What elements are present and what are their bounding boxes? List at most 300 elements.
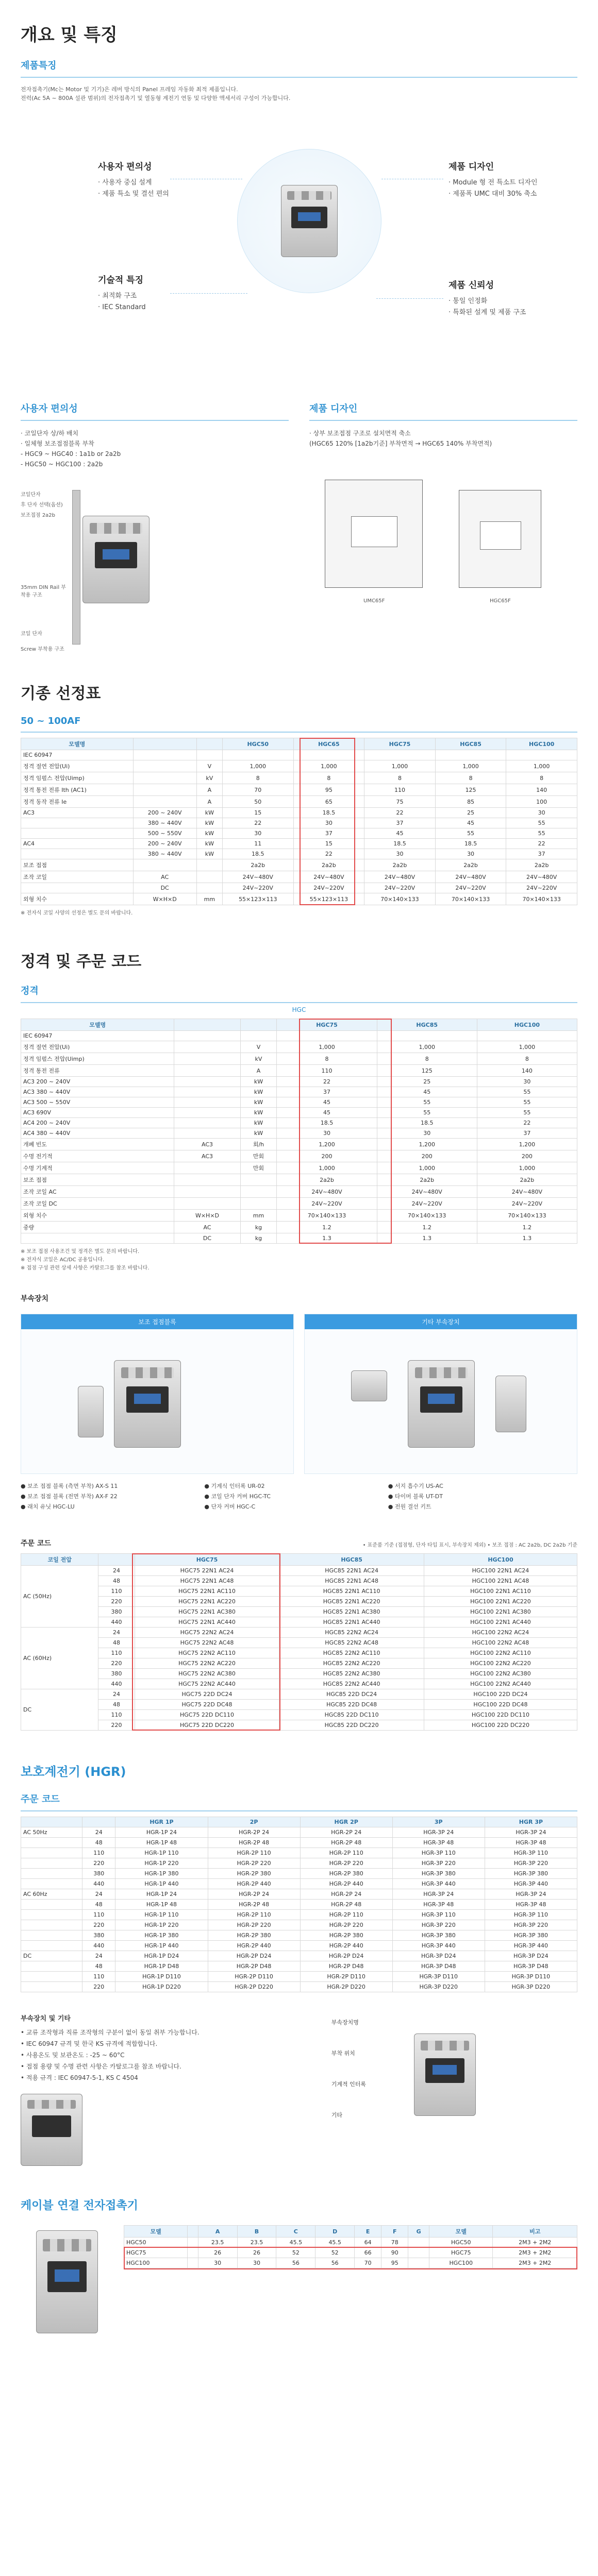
table-header-cell: HGC75	[135, 1554, 279, 1566]
table-cell: HGR-3P 48	[392, 1838, 485, 1848]
table-header-cell: HGC75	[364, 738, 436, 750]
table-row	[21, 1658, 577, 1669]
table-cell: 정격 통전 전류 Ith (AC1)	[21, 784, 134, 796]
table-cell: 30	[222, 828, 293, 839]
feature-item: · 제품폭 UMC 대비 30% 축소	[448, 189, 598, 200]
table-cell: 11	[222, 839, 293, 849]
table-cell: HGC50	[124, 2238, 188, 2248]
table-cell: HGR-3P 380	[392, 1930, 485, 1941]
table-cell: HGC75 22N1 AC220	[135, 1597, 279, 1607]
table-cell: 50	[222, 796, 293, 808]
table-cell: HGR-2P 110	[300, 1848, 392, 1858]
table-cell: 22	[364, 808, 436, 818]
table-cell: HGR-2P 110	[300, 1910, 392, 1920]
table-cell: 48	[98, 1700, 135, 1710]
table-cell: 37	[477, 1128, 577, 1139]
contactor-image	[82, 516, 150, 603]
table-cell: 380 ~ 440V	[133, 818, 196, 828]
table-cell: 70×140×133	[364, 893, 436, 905]
table-cell	[188, 2238, 198, 2248]
table-cell: HGR-3P 24	[485, 1889, 577, 1900]
table-cell: HGR-2P D110	[208, 1972, 300, 1982]
table-cell: 2M3 + 2M2	[493, 2238, 577, 2248]
table-row	[21, 1982, 577, 1992]
table-cell: HGR-1P 380	[115, 1869, 208, 1879]
table-cell: 18.5	[222, 849, 293, 859]
selection-table-wrap	[21, 738, 577, 905]
table-cell: 45.5	[276, 2238, 315, 2248]
table-cell: 2a2b	[277, 1174, 377, 1186]
table-cell: 25	[377, 1077, 477, 1087]
special-item: • 사용온도 및 보관온도 : -25 ~ 60°C	[21, 2052, 125, 2059]
table-row	[21, 1097, 577, 1108]
table-cell: 24V~480V	[222, 871, 293, 883]
table-cell: HGR-3P 380	[485, 1869, 577, 1879]
table-cell: 22	[506, 839, 577, 849]
table-cell: 70×140×133	[435, 893, 506, 905]
table-row	[21, 839, 577, 849]
intro-line: 전자접촉기(Mc는 Motor 및 기기)은 레버 방식의 Panel 프레임 자동화 최적 제품입니다.	[21, 86, 238, 93]
table-cell	[21, 1961, 82, 1972]
table-cell: HGR-3P 440	[392, 1941, 485, 1951]
table-cell: 2a2b	[477, 1174, 577, 1186]
relay-special	[21, 2013, 577, 2166]
cable-title: 케이블 연결 전자접촉기	[21, 2199, 138, 2212]
table-header-cell: A	[198, 2226, 237, 2238]
table-cell	[21, 1941, 82, 1951]
table-cell: kW	[240, 1087, 277, 1097]
table-cell: HGC75 22N1 AC24	[135, 1566, 279, 1576]
order-title: 주문 코드	[21, 1539, 51, 1548]
table-cell: HGR-2P 440	[300, 1941, 392, 1951]
table-cell: 70	[222, 784, 293, 796]
table-row	[21, 1879, 577, 1889]
table-cell: 24	[98, 1689, 135, 1700]
table-cell: HGC50	[429, 2238, 493, 2248]
order-table	[21, 1553, 577, 1731]
table-cell	[408, 2258, 429, 2268]
table-cell: 500 ~ 550V	[133, 828, 196, 839]
table-cell: HGC100 22D DC48	[424, 1700, 577, 1710]
table-cell: 55	[435, 828, 506, 839]
table-cell: 55	[506, 828, 577, 839]
table-cell: HGC75	[124, 2248, 188, 2258]
accessory-item: ● 전원 결선 키트	[388, 1502, 572, 1512]
table-cell: AC3 690V	[21, 1108, 174, 1118]
table-cell	[240, 1174, 277, 1186]
table-row	[21, 1910, 577, 1920]
table-cell: 8	[222, 772, 293, 784]
table-cell: 2a2b	[377, 1174, 477, 1186]
table-cell: HGR-2P 220	[300, 1858, 392, 1869]
table-cell: HGC85 22D DC24	[279, 1689, 424, 1700]
accessory-panel-caption: 보조 접점블록	[21, 1314, 293, 1329]
table-cell: 125	[435, 784, 506, 796]
feature-item: · 제품 특소 및 결선 편의	[98, 189, 253, 200]
table-cell: kW	[196, 849, 222, 859]
table-cell: 56	[276, 2258, 315, 2268]
table-header-cell: 모델명	[21, 1019, 174, 1031]
table-cell: HGR-3P D110	[485, 1972, 577, 1982]
table-cell: W×H×D	[174, 1210, 240, 1222]
table-cell: HGC100 22N1 AC380	[424, 1607, 577, 1617]
table-cell: 24V~220V	[435, 883, 506, 893]
table-cell: HGC75 22D DC48	[135, 1700, 279, 1710]
table-cell: HGC75 22N1 AC48	[135, 1576, 279, 1586]
table-cell: 22	[277, 1077, 377, 1087]
table-cell: HGR-1P 440	[115, 1879, 208, 1889]
table-cell: 380	[82, 1930, 115, 1941]
table-cell: HGR-2P D24	[300, 1951, 392, 1961]
accessory-list	[21, 1481, 577, 1512]
table-cell: 외형 치수	[21, 893, 134, 905]
table-cell: 24	[82, 1827, 115, 1838]
table-cell: 8	[293, 772, 364, 784]
group-label-cell: AC (50Hz)	[21, 1566, 98, 1628]
table-cell: HGC100 22N1 AC220	[424, 1597, 577, 1607]
table-cell: HGR-1P 24	[115, 1889, 208, 1900]
table-header-cell	[174, 1019, 240, 1031]
special-item: • 교류 조작형과 직류 조작형의 구분이 없이 동일 취부 가능합니다.	[21, 2029, 200, 2036]
special-item: • 접점 용량 및 수명 관련 사항은 카탈로그를 참조 바랍니다.	[21, 2063, 181, 2070]
table-cell: 45	[364, 828, 436, 839]
table-cell: 110	[82, 1848, 115, 1858]
ratings-table-wrap	[21, 1019, 577, 1244]
table-cell: 200 ~ 240V	[133, 839, 196, 849]
usability-label: Screw 부착용 구조	[21, 647, 64, 652]
table-cell: 30	[293, 818, 364, 828]
table-cell: HGC75	[429, 2248, 493, 2258]
table-cell: 55	[377, 1097, 477, 1108]
table-cell: HGC100 22N2 AC24	[424, 1628, 577, 1638]
table-cell: HGR-3P 380	[485, 1930, 577, 1941]
accessory-panel	[304, 1314, 577, 1474]
table-cell: HGR-3P 220	[392, 1920, 485, 1930]
ratings-footnote: ※ 보조 접점 사용조건 및 정격은 별도 문의 바랍니다.	[21, 1249, 140, 1255]
table-cell: 보조 접점	[21, 859, 134, 871]
table-cell	[277, 1031, 377, 1041]
table-cell: 15	[222, 808, 293, 818]
table-cell: HGR-2P 220	[208, 1858, 300, 1869]
special-item: • IEC 60947 규격 및 한국 KS 규격에 적합합니다.	[21, 2040, 158, 2047]
table-header-cell	[240, 1019, 277, 1031]
table-cell: HGC85 22N2 AC380	[279, 1669, 424, 1679]
table-cell: 440	[82, 1941, 115, 1951]
table-cell: 55	[477, 1087, 577, 1097]
table-cell: HGR-1P 220	[115, 1858, 208, 1869]
table-row	[21, 1679, 577, 1689]
table-cell: 18.5	[377, 1118, 477, 1128]
table-cell: HGR-2P 380	[208, 1930, 300, 1941]
table-cell	[174, 1065, 240, 1077]
table-cell: HGR-2P 380	[300, 1930, 392, 1941]
side-label: 부착 위치	[331, 2050, 355, 2057]
table-cell: HGR-1P D48	[115, 1961, 208, 1972]
table-cell: 중량	[21, 1222, 174, 1233]
table-cell: AC3	[21, 808, 134, 818]
table-row	[21, 760, 577, 772]
table-cell: 24V~480V	[477, 1186, 577, 1198]
table-cell: HGC75 22N2 AC48	[135, 1638, 279, 1648]
table-cell: AC3	[174, 1139, 240, 1150]
table-cell: 66	[355, 2248, 381, 2258]
usability-section	[21, 401, 289, 665]
table-cell: A	[240, 1065, 277, 1077]
table-row	[21, 784, 577, 796]
group-label-cell: DC	[21, 1689, 98, 1731]
table-cell: 30	[237, 2258, 276, 2268]
table-cell: HGR-3P D24	[392, 1951, 485, 1961]
table-cell: 2a2b	[506, 859, 577, 871]
table-cell: HGC85 22N2 AC440	[279, 1679, 424, 1689]
table-cell: 55×123×113	[222, 893, 293, 905]
accessory-item: ● 단자 커버 HGC-C	[204, 1502, 388, 1512]
table-cell: 55	[477, 1108, 577, 1118]
table-cell	[21, 1982, 82, 1992]
table-cell: HGC75 22N2 AC110	[135, 1648, 279, 1658]
table-cell: HGC75 22D DC110	[135, 1710, 279, 1720]
table-cell: HGR-3P D220	[392, 1982, 485, 1992]
table-cell: 24V~480V	[377, 1186, 477, 1198]
table-cell: HGR-3P D48	[485, 1961, 577, 1972]
table-row	[21, 1961, 577, 1972]
usability-label: 코일 단자	[21, 631, 42, 637]
table-cell: 45	[377, 1087, 477, 1097]
table-cell: 200	[377, 1150, 477, 1162]
table-header-cell: 모델명	[21, 738, 134, 750]
table-cell: HGR-2P 24	[300, 1889, 392, 1900]
table-header-cell: 2P	[208, 1817, 300, 1827]
table-cell: 정격 임펄스 전압(Uimp)	[21, 1053, 174, 1065]
table-cell: HGR-2P 440	[208, 1879, 300, 1889]
table-cell	[477, 1031, 577, 1041]
table-cell: HGR-2P 440	[208, 1941, 300, 1951]
table-cell: 22	[477, 1118, 577, 1128]
table-cell: 70×140×133	[506, 893, 577, 905]
table-cell: 24V~220V	[293, 883, 364, 893]
table-cell: AC3 500 ~ 550V	[21, 1097, 174, 1108]
usability-item: - HGC50 ~ HGC100 : 2a2b	[21, 461, 103, 468]
table-cell: V	[240, 1041, 277, 1053]
table-cell: 55×123×113	[293, 893, 364, 905]
table-cell: HGC85 22N1 AC24	[279, 1566, 424, 1576]
table-cell: HGR-2P 440	[300, 1879, 392, 1889]
table-cell: HGC100 22N1 AC440	[424, 1617, 577, 1628]
table-header-cell: HGC65	[293, 738, 364, 750]
table-header-cell: 비고	[493, 2226, 577, 2238]
feature-reliability	[448, 278, 598, 318]
table-cell: HGC75 22N2 AC440	[135, 1679, 279, 1689]
table-cell: 110	[82, 1972, 115, 1982]
table-cell: 70×140×133	[377, 1210, 477, 1222]
selection-title: 기종 선정표	[21, 685, 101, 703]
table-cell: 65	[293, 796, 364, 808]
table-cell: 380	[98, 1607, 135, 1617]
table-row	[21, 1031, 577, 1041]
table-cell	[188, 2248, 198, 2258]
table-cell: 26	[237, 2248, 276, 2258]
table-cell: 48	[82, 1838, 115, 1848]
table-cell: 정격 절연 전압(Ui)	[21, 1041, 174, 1053]
order-caption: • 표준품 기준 (접점형, 단자 타입 표시, 부속장치 제외) • 보조 접점 : AC 2a2b, DC 2a2b 기준	[362, 1543, 577, 1548]
table-cell: IEC 60947	[21, 1031, 174, 1041]
table-row	[21, 1848, 577, 1858]
table-cell: HGR-1P D110	[115, 1972, 208, 1982]
table-row	[21, 1118, 577, 1128]
table-cell: HGC85 22D DC110	[279, 1710, 424, 1720]
table-cell: HGR-3P 24	[392, 1889, 485, 1900]
table-cell: 55	[377, 1108, 477, 1118]
table-row	[21, 1720, 577, 1731]
table-cell: DC	[133, 883, 196, 893]
table-cell: 30	[435, 849, 506, 859]
table-cell: 24V~480V	[435, 871, 506, 883]
accessories-panels	[21, 1314, 577, 1474]
table-cell: 23.5	[237, 2238, 276, 2248]
table-cell	[174, 1097, 240, 1108]
table-cell	[133, 750, 196, 760]
accessory-item: ● 타이머 블록 UT-DT	[388, 1492, 572, 1502]
table-cell	[21, 1838, 82, 1848]
table-cell: AC3 380 ~ 440V	[21, 1087, 174, 1097]
table-cell: 24V~220V	[222, 883, 293, 893]
table-cell: 1,200	[477, 1139, 577, 1150]
table-row	[21, 1858, 577, 1869]
table-cell: 회/h	[240, 1139, 277, 1150]
table-cell: HGR-2P D48	[208, 1961, 300, 1972]
table-cell: HGC100	[429, 2258, 493, 2268]
table-cell: 56	[315, 2258, 355, 2268]
table-cell: 1.3	[477, 1233, 577, 1244]
table-cell: DC	[21, 1951, 82, 1961]
table-cell: 1,000	[277, 1041, 377, 1053]
table-row	[21, 1617, 577, 1628]
table-cell: HGC75 22N1 AC110	[135, 1586, 279, 1597]
table-header-cell: 코일 전압	[21, 1554, 98, 1566]
table-cell: 18.5	[435, 839, 506, 849]
table-cell: 24V~480V	[364, 871, 436, 883]
contactor-image	[114, 1360, 181, 1448]
table-cell: 만회	[240, 1162, 277, 1174]
table-cell: HGR-3P D220	[485, 1982, 577, 1992]
table-header-cell: HGC75	[277, 1019, 377, 1031]
table-row	[124, 2248, 577, 2258]
table-cell	[174, 1198, 240, 1210]
table-row	[21, 1198, 577, 1210]
table-cell: HGC75 22N1 AC440	[135, 1617, 279, 1628]
table-row	[21, 1972, 577, 1982]
table-cell	[222, 750, 293, 760]
table-row	[21, 1628, 577, 1638]
accessory-image	[495, 1376, 526, 1432]
table-cell: 정격 동작 전류 Ie	[21, 796, 134, 808]
din-rail	[72, 490, 80, 645]
table-cell: 30	[364, 849, 436, 859]
table-cell	[174, 1118, 240, 1128]
table-cell: HGR-3P 48	[392, 1900, 485, 1910]
table-cell: HGR-1P 220	[115, 1920, 208, 1930]
table-cell	[196, 750, 222, 760]
table-cell: 45	[277, 1097, 377, 1108]
table-cell: 24V~480V	[506, 871, 577, 883]
table-cell	[21, 1879, 82, 1889]
table-cell	[21, 883, 134, 893]
table-row	[21, 750, 577, 760]
table-cell	[21, 1930, 82, 1941]
table-cell: 220	[98, 1720, 135, 1731]
table-row	[21, 1900, 577, 1910]
table-cell	[174, 1108, 240, 1118]
table-cell: 25	[435, 808, 506, 818]
table-cell: HGC100	[124, 2258, 188, 2268]
table-cell: 24V~220V	[377, 1198, 477, 1210]
table-cell: 125	[377, 1065, 477, 1077]
table-row	[21, 1586, 577, 1597]
table-cell: 220	[82, 1858, 115, 1869]
table-cell: 380	[82, 1869, 115, 1879]
table-row	[21, 818, 577, 828]
table-cell: 200 ~ 240V	[133, 808, 196, 818]
table-header-cell	[21, 1817, 82, 1827]
table-cell: HGC100 22N2 AC48	[424, 1638, 577, 1648]
accessories-title: 부속장치	[21, 1295, 49, 1303]
table-cell: HGR-2P 24	[208, 1827, 300, 1838]
table-cell: 24V~480V	[277, 1186, 377, 1198]
table-header-cell	[196, 738, 222, 750]
table-row	[21, 1941, 577, 1951]
table-cell: 2a2b	[293, 859, 364, 871]
table-header-cell: HGC85	[377, 1019, 477, 1031]
table-header-cell: D	[315, 2226, 355, 2238]
table-cell: 1,000	[506, 760, 577, 772]
table-cell: 24	[98, 1628, 135, 1638]
table-cell	[133, 784, 196, 796]
table-row	[21, 796, 577, 808]
table-cell: HGR-3P 380	[392, 1869, 485, 1879]
table-row	[21, 1710, 577, 1720]
table-cell: kg	[240, 1222, 277, 1233]
table-row	[21, 1233, 577, 1244]
table-cell	[293, 750, 364, 760]
table-cell	[21, 828, 134, 839]
table-cell: 220	[98, 1658, 135, 1669]
table-cell: HGC75 22N2 AC220	[135, 1658, 279, 1669]
table-cell: HGR-3P D24	[485, 1951, 577, 1961]
table-cell: HGR-3P 24	[485, 1827, 577, 1838]
table-cell: 75	[364, 796, 436, 808]
table-cell: 1,000	[364, 760, 436, 772]
table-cell: HGR-2P 48	[208, 1838, 300, 1848]
table-cell: kW	[240, 1077, 277, 1087]
table-cell: 2M3 + 2M2	[493, 2258, 577, 2268]
table-cell: 70×140×133	[277, 1210, 377, 1222]
table-cell: 140	[477, 1065, 577, 1077]
table-cell	[196, 859, 222, 871]
table-row	[21, 1669, 577, 1679]
design-item: (HGC65 120% [1a2b기준] 부착면적 → HGC65 140% 부착면적)	[309, 440, 492, 447]
relay-table	[21, 1817, 577, 1992]
table-cell: 2a2b	[364, 859, 436, 871]
table-header-cell: F	[381, 2226, 408, 2238]
order-table-wrap	[21, 1553, 577, 1731]
relay-title: 보호계전기 (HGR)	[21, 1765, 126, 1779]
accessory-item: ● 서지 흡수기 US-AC	[388, 1481, 572, 1492]
table-cell: IEC 60947	[21, 750, 134, 760]
table-header-cell: HGC100	[506, 738, 577, 750]
table-cell: HGC75 22D DC220	[135, 1720, 279, 1731]
table-cell: 55	[477, 1097, 577, 1108]
table-cell	[21, 1920, 82, 1930]
